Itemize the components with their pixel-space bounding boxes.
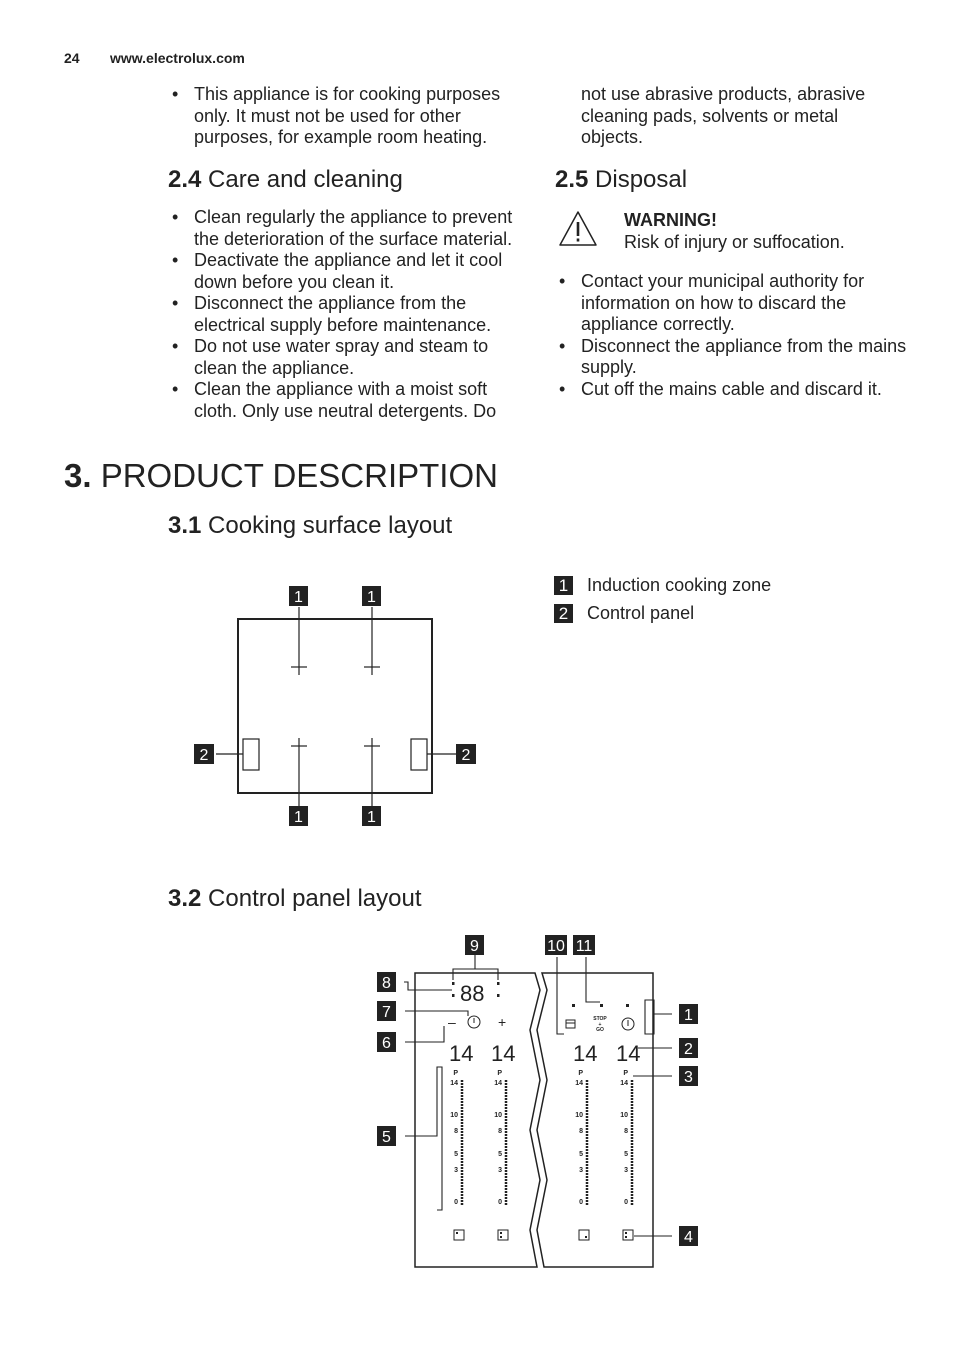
section-3-2-heading <box>168 885 422 913</box>
scale-label: 10 <box>450 1112 458 1119</box>
section-number: 3.1 <box>168 512 202 539</box>
scale-label: P <box>497 1070 502 1077</box>
legend-label: Control panel <box>587 603 695 623</box>
chapter-3-heading <box>64 457 498 495</box>
indicator-dot <box>572 1004 575 1007</box>
zone-display: 14 <box>616 1041 641 1066</box>
power-scales <box>450 1070 632 1206</box>
zone-select-icon <box>623 1230 633 1240</box>
scale-label: 14 <box>450 1080 458 1087</box>
scale-label: 0 <box>579 1199 583 1206</box>
zone-display: 14 <box>449 1041 474 1066</box>
lock-icon <box>566 1020 575 1028</box>
list-item: • This appliance is for cooking purposes only. It must not be used for other purposes, for example room heating. <box>168 84 523 149</box>
section-title: Cooking surface layout <box>208 512 453 539</box>
stop-go-icon <box>593 1016 607 1033</box>
leader-lines <box>216 607 456 806</box>
plus-text: + <box>598 1022 602 1028</box>
scale-label: P <box>453 1070 458 1077</box>
legend-item-zone <box>554 576 771 595</box>
callout-number: 3 <box>684 1069 693 1086</box>
minus-sign: – <box>448 1014 456 1030</box>
chapter-title: PRODUCT DESCRIPTION <box>100 457 498 494</box>
intro-list <box>168 84 523 149</box>
cooking-surface-diagram <box>180 580 490 830</box>
scale-label: 0 <box>498 1199 502 1206</box>
callouts <box>194 586 476 826</box>
bridge-button-icon <box>579 1230 589 1240</box>
chapter-number: 3. <box>64 457 92 494</box>
scale-label: 8 <box>624 1128 628 1135</box>
list-item: • Clean regularly the appliance to prevent the deterioration of the surface material. <box>168 207 523 250</box>
scale-label: 0 <box>454 1199 458 1206</box>
scale-label: P <box>623 1070 628 1077</box>
section-title: Control panel layout <box>208 885 422 912</box>
list-item: • Clean the appliance with a moist soft cloth. Only use neutral detergents. Do <box>168 379 523 422</box>
continuation-text: not use abrasive products, abrasive cleaning pads, solvents or metal objects. <box>581 84 866 147</box>
scale-label: 14 <box>494 1080 502 1087</box>
scale-label: 8 <box>579 1128 583 1135</box>
callout-zone: 1 <box>367 809 376 826</box>
callout-number: 8 <box>382 975 391 992</box>
scale-label: 10 <box>494 1112 502 1119</box>
list-item: • Disconnect the appliance from the mains supply. <box>555 336 915 379</box>
scale-label: 10 <box>575 1112 583 1119</box>
callout-panel: 2 <box>461 747 471 764</box>
page-number: 24 <box>64 50 80 66</box>
list-item: • Deactivate the appliance and let it cool down before you clean it. <box>168 250 523 293</box>
scale-label: 3 <box>579 1167 583 1174</box>
callout-zone: 1 <box>367 589 376 606</box>
power-scale <box>450 1070 462 1206</box>
callout-number: 7 <box>382 1004 391 1021</box>
scale-label: 3 <box>498 1167 502 1174</box>
zone-markers <box>291 659 380 754</box>
legend-label: Induction cooking zone <box>587 575 772 595</box>
scale-label: 14 <box>620 1080 628 1087</box>
power-scale <box>575 1070 587 1206</box>
scale-label: P <box>578 1070 583 1077</box>
site-url: www.electrolux.com <box>110 50 245 66</box>
control-panel-right <box>411 739 427 770</box>
scale-label: 5 <box>579 1151 583 1158</box>
callout-zone: 1 <box>294 589 303 606</box>
left-column-intro <box>168 84 523 149</box>
scale-label: 8 <box>454 1128 458 1135</box>
control-panel-diagram <box>360 930 710 1275</box>
section-2-5-heading <box>555 166 687 194</box>
callout-number: 4 <box>684 1229 693 1246</box>
go-text: GO <box>596 1027 604 1033</box>
zone-display: 14 <box>573 1041 598 1066</box>
callout-number: 5 <box>382 1129 391 1146</box>
power-scale <box>494 1070 506 1206</box>
hob-outline <box>238 619 432 793</box>
callout-number: 10 <box>547 938 565 955</box>
callout-number: 1 <box>684 1007 693 1024</box>
callout-number: 2 <box>684 1041 693 1058</box>
indicator-dot <box>600 1004 603 1007</box>
section-number: 2.4 <box>168 166 202 193</box>
disposal-list-wrapper <box>555 271 915 400</box>
section-2-4-heading <box>168 166 403 194</box>
scale-label: 5 <box>498 1151 502 1158</box>
scale-label: 10 <box>620 1112 628 1119</box>
scale-label: 0 <box>624 1199 628 1206</box>
scale-label: 5 <box>454 1151 458 1158</box>
callout-number: 6 <box>382 1035 391 1052</box>
legend-badge: 2 <box>554 604 573 623</box>
section-title: Care and cleaning <box>208 166 403 193</box>
scale-label: 5 <box>624 1151 628 1158</box>
zone-display: 14 <box>491 1041 516 1066</box>
list-item: • Contact your municipal authority for information on how to discard the appliance correctly. <box>555 271 915 336</box>
plus-sign: + <box>498 1014 507 1030</box>
zone-select-icon <box>498 1230 508 1240</box>
scale-label: 3 <box>454 1167 458 1174</box>
care-list-wrapper <box>168 207 523 422</box>
scale-label: 3 <box>624 1167 628 1174</box>
timer-display <box>452 981 500 1006</box>
timer-digits: 88 <box>460 981 485 1006</box>
disposal-list <box>555 271 915 400</box>
bridge-button-icon <box>454 1230 464 1240</box>
scale-label: 14 <box>575 1080 583 1087</box>
stop-text: STOP <box>593 1016 607 1022</box>
list-item: • Do not use water spray and steam to clean the appliance. <box>168 336 523 379</box>
care-list <box>168 207 523 422</box>
warning-text: Risk of injury or suffocation. <box>624 232 845 252</box>
legend-badge: 1 <box>554 576 573 595</box>
section-title: Disposal <box>595 166 688 193</box>
callout-number: 11 <box>575 938 593 955</box>
callout-zone: 1 <box>294 809 303 826</box>
legend-item-panel <box>554 604 694 623</box>
list-item: • Cut off the mains cable and discard it. <box>555 379 915 401</box>
section-3-1-heading <box>168 512 452 540</box>
warning-label: WARNING! <box>624 210 717 230</box>
timer-icon <box>468 1016 480 1028</box>
power-icon <box>622 1018 634 1030</box>
list-item: • Disconnect the appliance from the electrical supply before maintenance. <box>168 293 523 336</box>
warning-triangle-icon <box>558 210 598 248</box>
scale-label: 8 <box>498 1128 502 1135</box>
callout-panel: 2 <box>199 747 209 764</box>
power-scale <box>620 1070 632 1206</box>
section-number: 2.5 <box>555 166 589 193</box>
callout-number: 9 <box>470 938 479 955</box>
section-number: 3.2 <box>168 885 202 912</box>
indicator-dot <box>626 1004 629 1007</box>
control-panel-left <box>243 739 259 770</box>
